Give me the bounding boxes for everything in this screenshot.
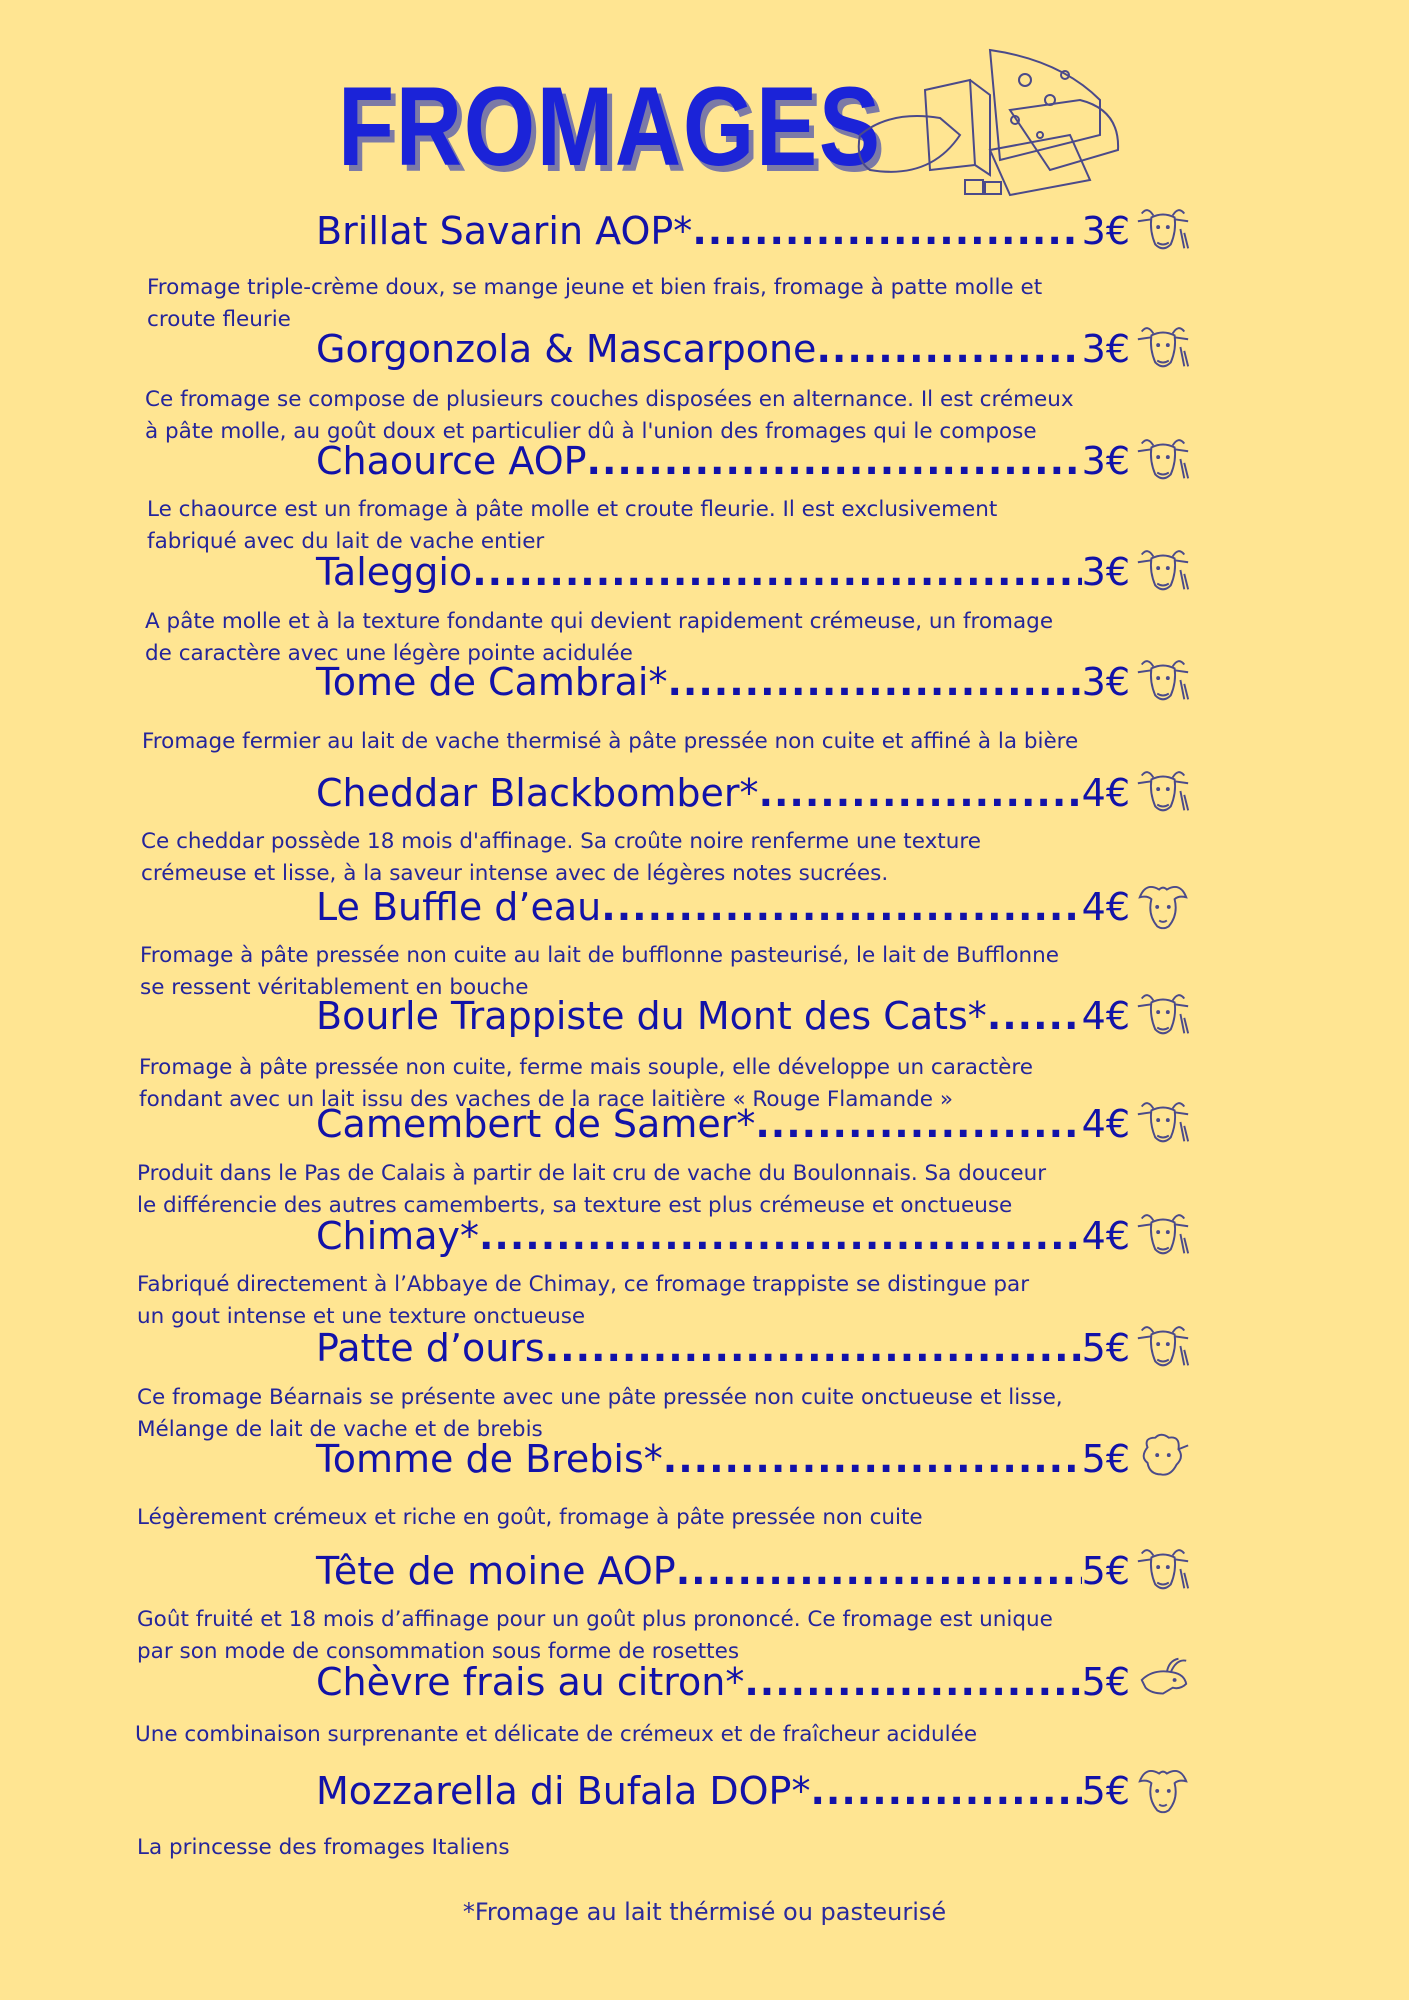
cheese-description: croute fleurie: [147, 307, 291, 332]
menu-item-line: [316, 549, 1130, 595]
cow-icon: [1134, 1093, 1192, 1151]
cheese-description: A pâte molle et à la texture fondante qui devient rapidement crémeuse, un fromage: [145, 609, 1054, 634]
leader-dots: [987, 993, 1082, 1039]
cow-icon: [1134, 985, 1192, 1043]
menu-item-line: [316, 1325, 1130, 1371]
cheese-name: Brillat Savarin AOP*: [316, 209, 693, 253]
cheese-name: Camembert de Samer*: [316, 1102, 756, 1146]
menu-item-line: [316, 1768, 1130, 1814]
cheese-description: Fabriqué directement à l’Abbaye de Chimay, ce fromage trappiste se distingue par: [137, 1272, 1030, 1297]
cheese-name: Chaource AOP: [316, 439, 587, 483]
cheese-description: Produit dans le Pas de Calais à partir de lait cru de vache du Boulonnais. Sa douceur: [137, 1161, 1047, 1186]
cheese-price: 5€: [1081, 1326, 1130, 1370]
cheese-description: Ce cheddar possède 18 mois d'affinage. Sa croûte noire renferme une texture: [141, 829, 981, 854]
cheese-description: fondant avec un lait issu des vaches de la race laitière « Rouge Flamande »: [139, 1087, 954, 1112]
sheep-and-cow-icon: [1134, 1317, 1192, 1375]
menu-item-line: [316, 993, 1130, 1039]
cow-icon: [1134, 200, 1192, 258]
cheese-description: Une combinaison surprenante et délicate de crémeux et de fraîcheur acidulée: [135, 1722, 978, 1747]
cow-icon: [1134, 762, 1192, 820]
cheese-price: 4€: [1081, 885, 1130, 929]
cow-icon: [1134, 430, 1192, 488]
leader-dots: [755, 1101, 1081, 1147]
leader-dots: [545, 1325, 1082, 1371]
leader-dots: [692, 208, 1081, 254]
leader-dots: [676, 1548, 1082, 1594]
cheese-description: de caractère avec une légère pointe acidulée: [145, 641, 633, 666]
cheese-description: un gout intense et une texture onctueuse: [137, 1304, 586, 1329]
cheese-name: Tome de Cambrai*: [316, 660, 668, 704]
cheese-description: Goût fruité et 18 mois d’affinage pour un goût plus prononcé. Ce fromage est unique: [137, 1607, 1053, 1632]
cheese-name: Gorgonzola & Mascarpone: [316, 327, 817, 371]
menu-item-line: [316, 884, 1130, 930]
cheese-description: crémeuse et lisse, à la saveur intense avec de légères notes sucrées.: [141, 861, 889, 886]
cheese-name: Cheddar Blackbomber*: [316, 771, 759, 815]
cheese-price: 4€: [1081, 771, 1130, 815]
cheese-name: Patte d’ours: [316, 1326, 545, 1370]
menu-item-line: [316, 1436, 1130, 1482]
cheese-price: 3€: [1081, 660, 1130, 704]
menu-item-line: [316, 1101, 1130, 1147]
cheese-description: par son mode de consommation sous forme de rosettes: [137, 1639, 740, 1664]
cow-icon: [1134, 318, 1192, 376]
buffalo-icon: [1134, 1760, 1192, 1818]
cow-icon: [1134, 541, 1192, 599]
cheese-description: Fromage à pâte pressée non cuite au lait de bufflonne pasteurisé, le lait de Bufflonne: [140, 943, 1059, 968]
cheese-price: 3€: [1081, 439, 1130, 483]
leader-dots: [816, 326, 1081, 372]
menu-item-line: [316, 659, 1130, 705]
cheese-name: Taleggio: [316, 550, 473, 594]
cheese-description: Le chaource est un fromage à pâte molle et croute fleurie. Il est exclusivement: [147, 497, 998, 522]
cheese-price: 4€: [1081, 1214, 1130, 1258]
leader-dots: [810, 1768, 1081, 1814]
cheese-price: 5€: [1081, 1549, 1130, 1593]
cheese-description: se ressent véritablement en bouche: [140, 975, 529, 1000]
menu-item-line: [316, 1213, 1130, 1259]
goat-icon: [1134, 1651, 1192, 1709]
cow-icon: [1134, 651, 1192, 709]
cheese-illustration-icon: [850, 40, 1130, 210]
menu-item-line: [316, 1659, 1130, 1705]
cheese-name: Le Buffle d’eau: [316, 885, 602, 929]
leader-dots: [479, 1213, 1082, 1259]
leader-dots: [667, 659, 1081, 705]
menu-item-line: [316, 326, 1130, 372]
cheese-price: 5€: [1081, 1769, 1130, 1813]
cheese-price: 3€: [1081, 327, 1130, 371]
footnote: *Fromage au lait thérmisé ou pasteurisé: [462, 1898, 947, 1926]
cow-icon: [1134, 1205, 1192, 1263]
cheese-price: 5€: [1081, 1660, 1130, 1704]
leader-dots: [601, 884, 1081, 930]
cheese-description: Fromage triple-crème doux, se mange jeune et bien frais, fromage à patte molle et: [147, 275, 1043, 300]
cheese-name: Chèvre frais au citron*: [316, 1660, 745, 1704]
cheese-name: Tête de moine AOP: [316, 1549, 676, 1593]
menu-item-line: [316, 1548, 1130, 1594]
cheese-description: Légèrement crémeux et riche en goût, fromage à pâte pressée non cuite: [137, 1505, 923, 1530]
leader-dots: [744, 1659, 1081, 1705]
leader-dots: [472, 549, 1081, 595]
cheese-description: Ce fromage se compose de plusieurs couches disposées en alternance. Il est crémeux: [145, 387, 1074, 412]
cheese-name: Chimay*: [316, 1214, 479, 1258]
page-title: FROMAGES: [338, 64, 882, 189]
sheep-icon: [1134, 1428, 1192, 1486]
cheese-description: fabriqué avec du lait de vache entier: [147, 529, 545, 554]
buffalo-icon: [1134, 876, 1192, 934]
menu-item-line: [316, 770, 1130, 816]
cheese-description: La princesse des fromages Italiens: [137, 1835, 510, 1860]
cheese-name: Mozzarella di Bufala DOP*: [316, 1769, 811, 1813]
cheese-description: Fromage fermier au lait de vache thermisé à pâte pressée non cuite et affiné à la bière: [142, 729, 1079, 754]
cheese-price: 4€: [1081, 1102, 1130, 1146]
cheese-description: le différencie des autres camemberts, sa texture est plus crémeuse et onctueuse: [137, 1193, 1013, 1218]
cheese-price: 3€: [1081, 209, 1130, 253]
cheese-description: à pâte molle, au goût doux et particulier dû à l'union des fromages qui le compose: [145, 419, 1037, 444]
cheese-description: Ce fromage Béarnais se présente avec une pâte pressée non cuite onctueuse et lisse,: [137, 1385, 1063, 1410]
leader-dots: [759, 770, 1082, 816]
cheese-description: Fromage à pâte pressée non cuite, ferme mais souple, elle développe un caractère: [139, 1055, 1034, 1080]
cow-icon: [1134, 1540, 1192, 1598]
cheese-price: 5€: [1081, 1437, 1130, 1481]
menu-item-line: [316, 438, 1130, 484]
cheese-name: Bourle Trappiste du Mont des Cats*: [316, 994, 987, 1038]
cheese-price: 3€: [1081, 550, 1130, 594]
cheese-description: Mélange de lait de vache et de brebis: [137, 1417, 543, 1442]
cheese-price: 4€: [1081, 994, 1130, 1038]
menu-item-line: [316, 208, 1130, 254]
cheese-name: Tomme de Brebis*: [316, 1437, 663, 1481]
leader-dots: [587, 438, 1082, 484]
leader-dots: [663, 1436, 1082, 1482]
